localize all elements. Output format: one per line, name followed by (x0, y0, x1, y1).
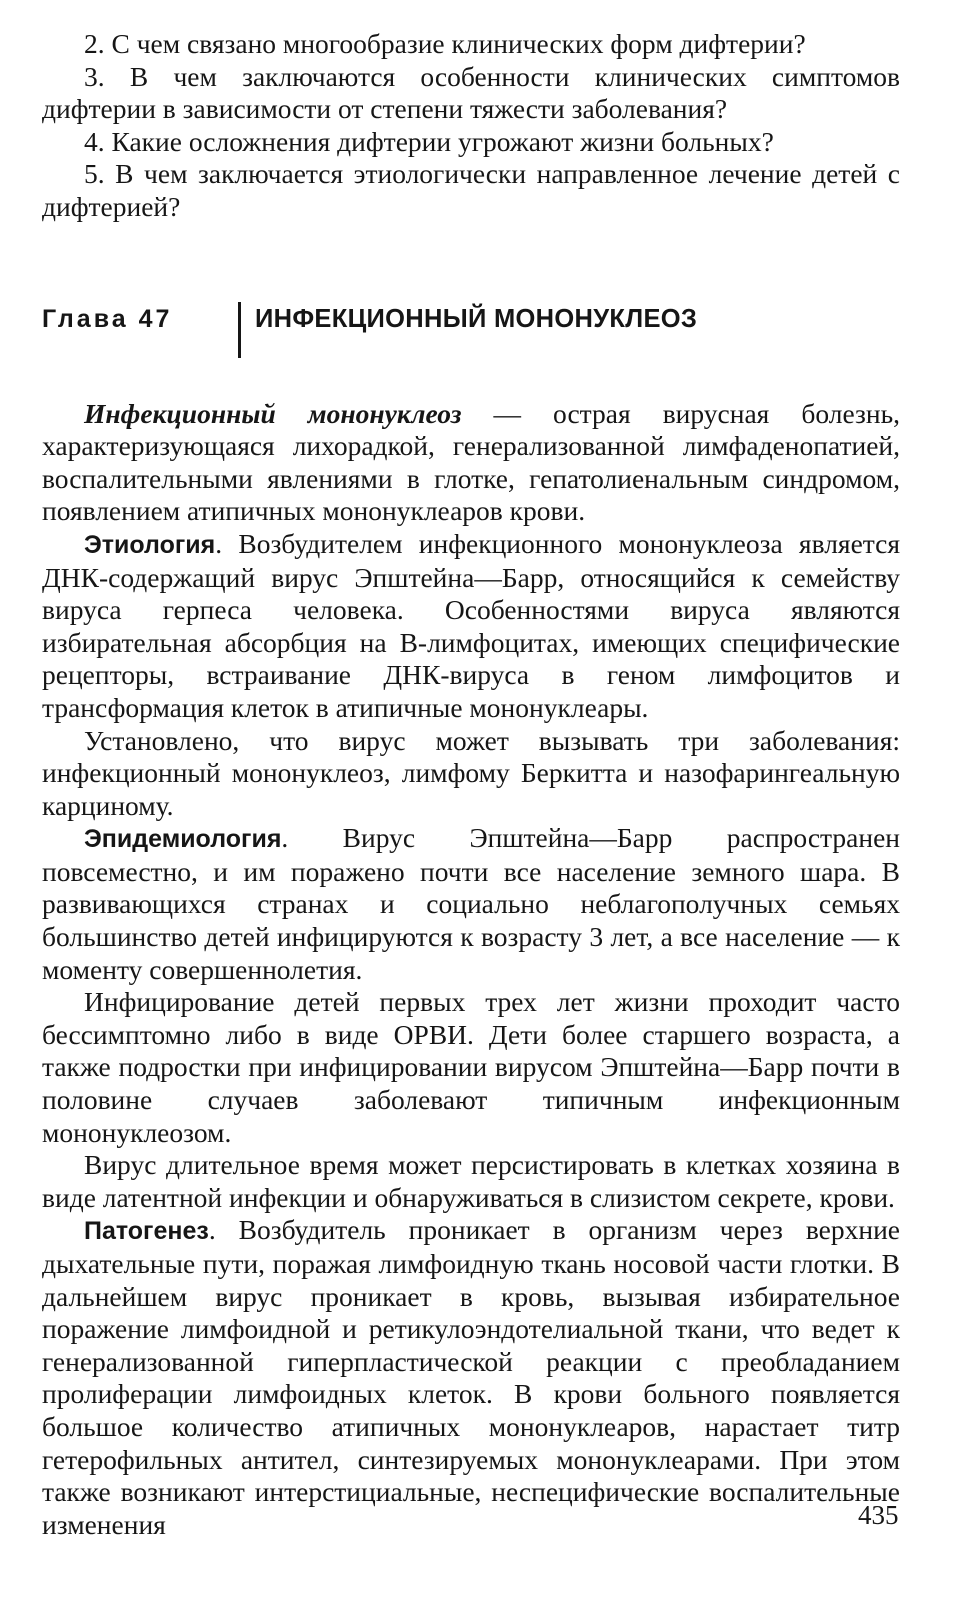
epidemiology-text: . Вирус Эпштейна—Барр распространен повсеместно, и им поражено почти все население земного шара. В развивающихся странах и социально неблагополучных семьях большинство детей инфицируются к возрасту 3 лет, а все население — к моменту совершеннолетия. (42, 822, 900, 985)
three-diseases-paragraph: Установлено, что вирус может вызывать три заболевания: инфекционный мононуклеоз, лимфому Беркитта и назофарингеальную карциному. (42, 724, 900, 821)
question-4: 4. Какие осложнения дифтерии угрожают жизни больных? (84, 125, 774, 157)
persistence-paragraph: Вирус длительное время может персистировать в клетках хозяина в виде латентной инфекции и обнаруживаться в слизистом секрете, крови. (42, 1149, 900, 1213)
definition-term: Инфекционный мононуклеоз (84, 397, 462, 429)
epidemiology-heading: Эпидемиология (84, 825, 282, 854)
etiology-paragraph (42, 528, 900, 725)
chapter-heading (42, 302, 900, 358)
question-5: 5. В чем заключается этиологически направленное лечение детей с дифтерией? (42, 158, 900, 222)
definition-paragraph (42, 398, 900, 528)
pathogenesis-paragraph (42, 1214, 900, 1541)
chapter-divider (238, 302, 241, 358)
pathogenesis-heading: Патогенез (84, 1217, 209, 1246)
etiology-heading: Этиология (84, 530, 216, 559)
definition-text: — острая вирусная болезнь, характеризующаяся лихорадкой, генерализованной лимфаденопатией, воспалительными явлениями в глотке, гепатолиенальным синдромом, появлением атипичных мононуклеаров крови. (42, 397, 901, 527)
infection-paragraph: Инфицирование детей первых трех лет жизни проходит часто бессимптомно либо в виде ОРВИ. Дети более старшего возраста, а также подростки при инфицировании вирусом Эпштейна—Барр почти в половине случаев заболевают типичным инфекционным мононуклеозом. (42, 986, 900, 1148)
question-3: 3. В чем заключаются особенности клинических симптомов дифтерии в зависимости от степени тяжести заболевания? (42, 60, 900, 125)
chapter-title: ИНФЕКЦИОННЫЙ МОНОНУКЛЕОЗ (255, 304, 698, 333)
etiology-text: . Возбудителем инфекционного мононуклеоза является ДНК-содержащий вирус Эпштейна—Барр, относящийся к семейству вируса герпеса человека. Особенностями вируса являются избирательная абсорбция на В-лимфоцитах, имеющих специфические рецепторы, встраивание ДНК-вируса в геном лимфоцитов и трансформация клеток в атипичные мононуклеары. (42, 527, 900, 723)
epidemiology-paragraph (42, 822, 900, 986)
chapter-label: Глава 47 (42, 304, 173, 333)
page-body (42, 28, 900, 1541)
page-number: 435 (858, 1500, 899, 1530)
question-2: 2. С чем связано многообразие клинических форм дифтерии? (84, 28, 806, 59)
pathogenesis-text: . Возбудитель проникает в организм через верхние дыхательные пути, поражая лимфоидную ткань носовой части глотки. В дальнейшем вирус проникает в кровь, вызывая избирательное поражение лимфоидной и ретикулоэндотелиальной ткани, что ведет к генерализованной гиперпластической реакции с преобладанием пролиферации лимфоидных клеток. В крови больного появляется большое количество атипичных мононуклеаров, нарастает титр гетерофильных антител, синтезируемых мононуклеарами. При этом также возникают интерстициальные, неспецифические воспалительные изменения (42, 1214, 900, 1540)
